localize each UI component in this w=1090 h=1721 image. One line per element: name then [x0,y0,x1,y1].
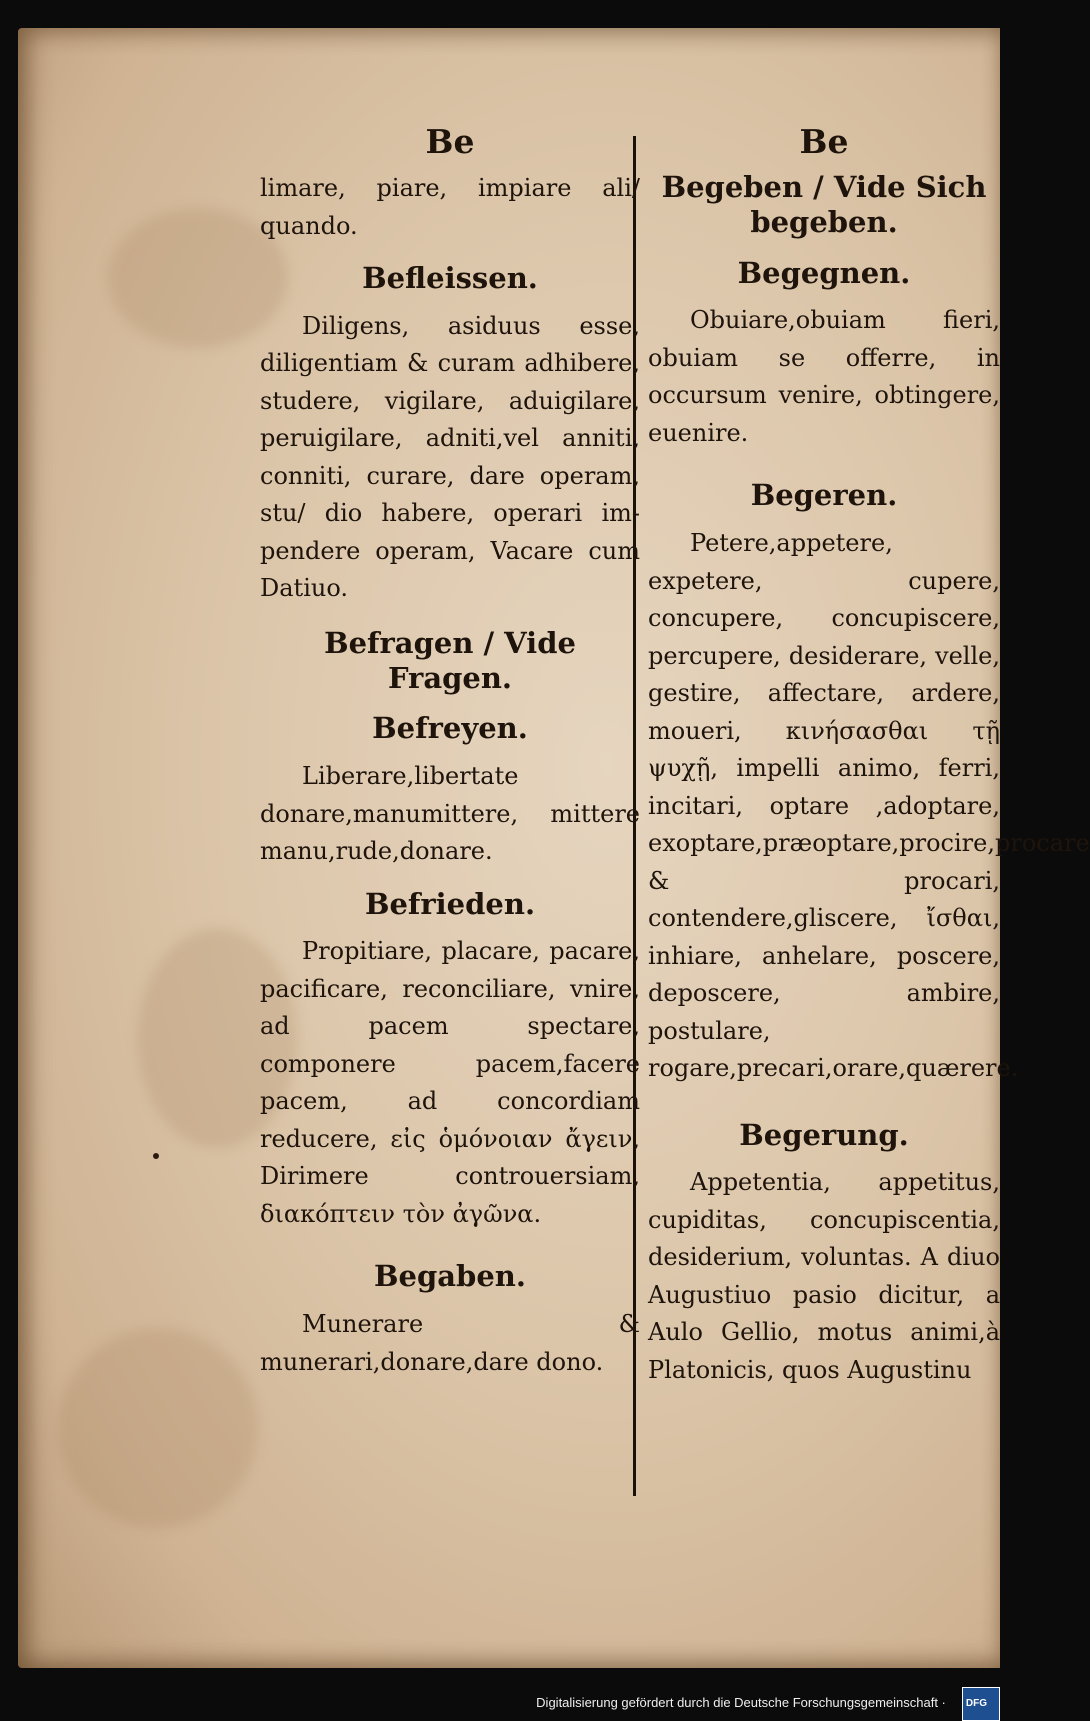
left-column [260,122,640,1381]
entry-definition: Liberare,libertate donare,manumittere, mittere manu,rude,donare. [260,762,640,866]
entry-definition: Appetentia, appetitus, cupiditas, concupiscentia, desiderium, voluntas. A diuo Augustiuo pasio dicitur, a Aulo Gellio, motus animi,à Platonicis, quos Augustinu [648,1168,1000,1384]
entry-definition: Obuiare,obuiam fieri, obuiam se offerre, in occursum venire, obtingere, euenire. [648,306,1000,447]
dfg-logo-icon: DFG [962,1687,1000,1721]
entry-headword: Begeren. [750,478,898,513]
digitization-footer [0,1687,1000,1717]
stain [58,1328,258,1528]
right-running-header: Be [799,122,849,161]
entry-definition: Munerare & munerari,donare,dare dono. [260,1310,640,1376]
entry-headword: Begeben / Vide Sich begeben. [661,170,987,239]
entry-headword: Begerung. [739,1117,909,1152]
entry-definition: Diligens, asiduus esse, diligentiam & curam adhibere, studere, vigilare, aduigilare, peruigilare, adniti,vel anniti, conniti, curare, dare operam, stu/ dio habere, operari im- pendere operam, Vacare cum Datiuo. [260,311,640,603]
footer-credit: Digitalisierung gefördert durch die Deutsche Forschungsgemeinschaft · [536,1695,946,1711]
entry-headword: Befleissen. [362,261,538,295]
right-column [648,122,1090,1389]
entry-headword: Begaben. [374,1259,526,1294]
left-running-header: Be [425,122,475,161]
ink-spot [153,1153,159,1159]
entry-headword: Befragen / Vide Fragen. [324,625,576,695]
entry-headword: Begegnen. [737,255,911,290]
entry-definition: Propitiare, placare, pacare, pacificare, reconciliare, vnire, ad pacem spectare, componere pacem,facere pacem, ad concordiam reducere, εἰς ὁμόνοιαν ἄγειν, Dirimere controuersiam, διακόπτειν τὸν ἀγῶνα. [260,937,640,1228]
entry-headword: Befrieden. [364,886,536,921]
left-intro-text: limare, piare, impiare ali/ quando. [260,174,640,240]
entry-headword: Befreyen. [372,711,528,746]
entry-definition: Petere,appetere, expetere, cupere, concupere, concupiscere, percupere, desiderare, velle, gestire, affectare, ardere, moueri, κινήσασθαι τῇ ψυχῇ, impelli animo, ferri, incitari, optare ,adoptare, exoptare,præoptare,procire,procare & procari, contendere,gliscere, ἴσθαι, inhiare, anhelare, poscere, deposcere, ambire, postulare, rogare,precari,orare,quærere. [648,529,1090,1083]
